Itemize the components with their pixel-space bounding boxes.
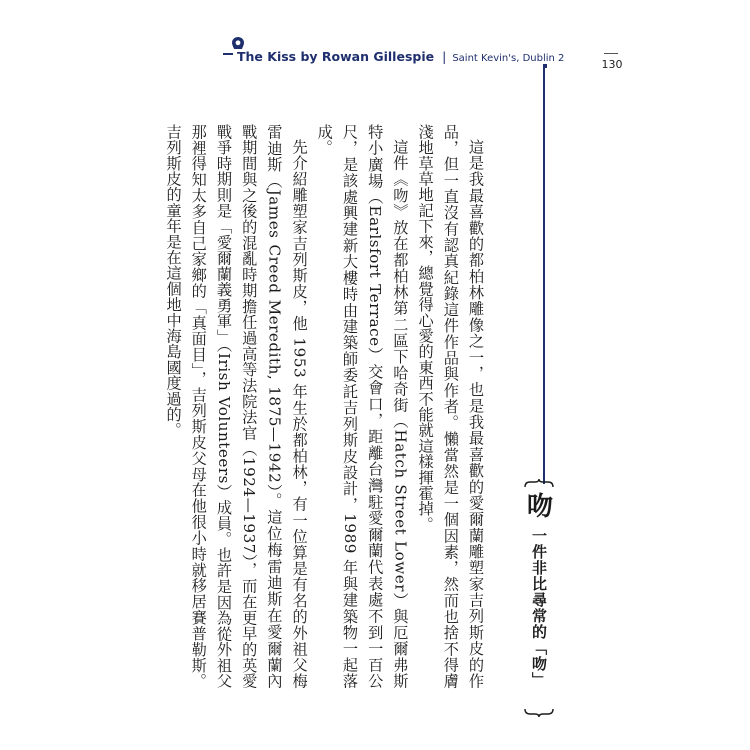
header-separator: | [442,49,447,64]
header-subtitle: Saint Kevin's, Dublin 2 [452,53,565,64]
paragraph: 先介紹雕塑家吉列斯皮，他 1953 年生於都柏林，有一位算是有名的外祖父梅雷迪斯（James Creed Meredith, 1875—1942）。這位梅雷迪斯在愛爾蘭內戰期間與之後的混亂時期擔任過高等法院法官（1924—1937），而在更早的英愛戰爭時期則是「愛爾蘭義勇軍」（Irish Volunteers）成員。也許是因為從外祖父那裡得知太多自己家鄉的「真面目」，吉列斯皮父母在他很小時就移居賽普勒斯。吉列斯皮的童年是在這個地中海島國度過的。 [164,124,309,689]
brace-bottom [524,708,554,718]
paragraph: 這是我最喜歡的都柏林雕像之一，也是我最喜歡的愛爾蘭雕塑家吉列斯皮的作品，但一直沒有認真紀錄這件作品與作者。懶當然是一個因素，然而也捨不得膚淺地草草地記下來，總覺得心愛的東西不能就這樣揮霍掉。 [416,124,485,689]
running-header [233,49,568,64]
page-number: 130 [601,58,623,71]
margin-rule [543,64,545,484]
section-title-block [520,478,560,723]
section-title: 吻 [526,492,553,522]
section-subtitle: 一件非比尋常的「吻」 [530,528,548,688]
page-number-rule [604,53,618,54]
brace-top [524,478,554,488]
paragraph: 這件《吻》放在都柏林第二區下哈奇街（Hatch Street Lower）與厄爾弗斯特小廣場（Earlsfort Terrace）交會口，距離台灣駐愛爾蘭代表處不到一百公尺，是該處興建新大樓時由建築師委託吉列斯皮設計，1989 年與建築物一起落成。 [315,124,410,689]
body-text [160,124,488,689]
header-title: The Kiss by Rowan Gillespie [237,49,435,64]
